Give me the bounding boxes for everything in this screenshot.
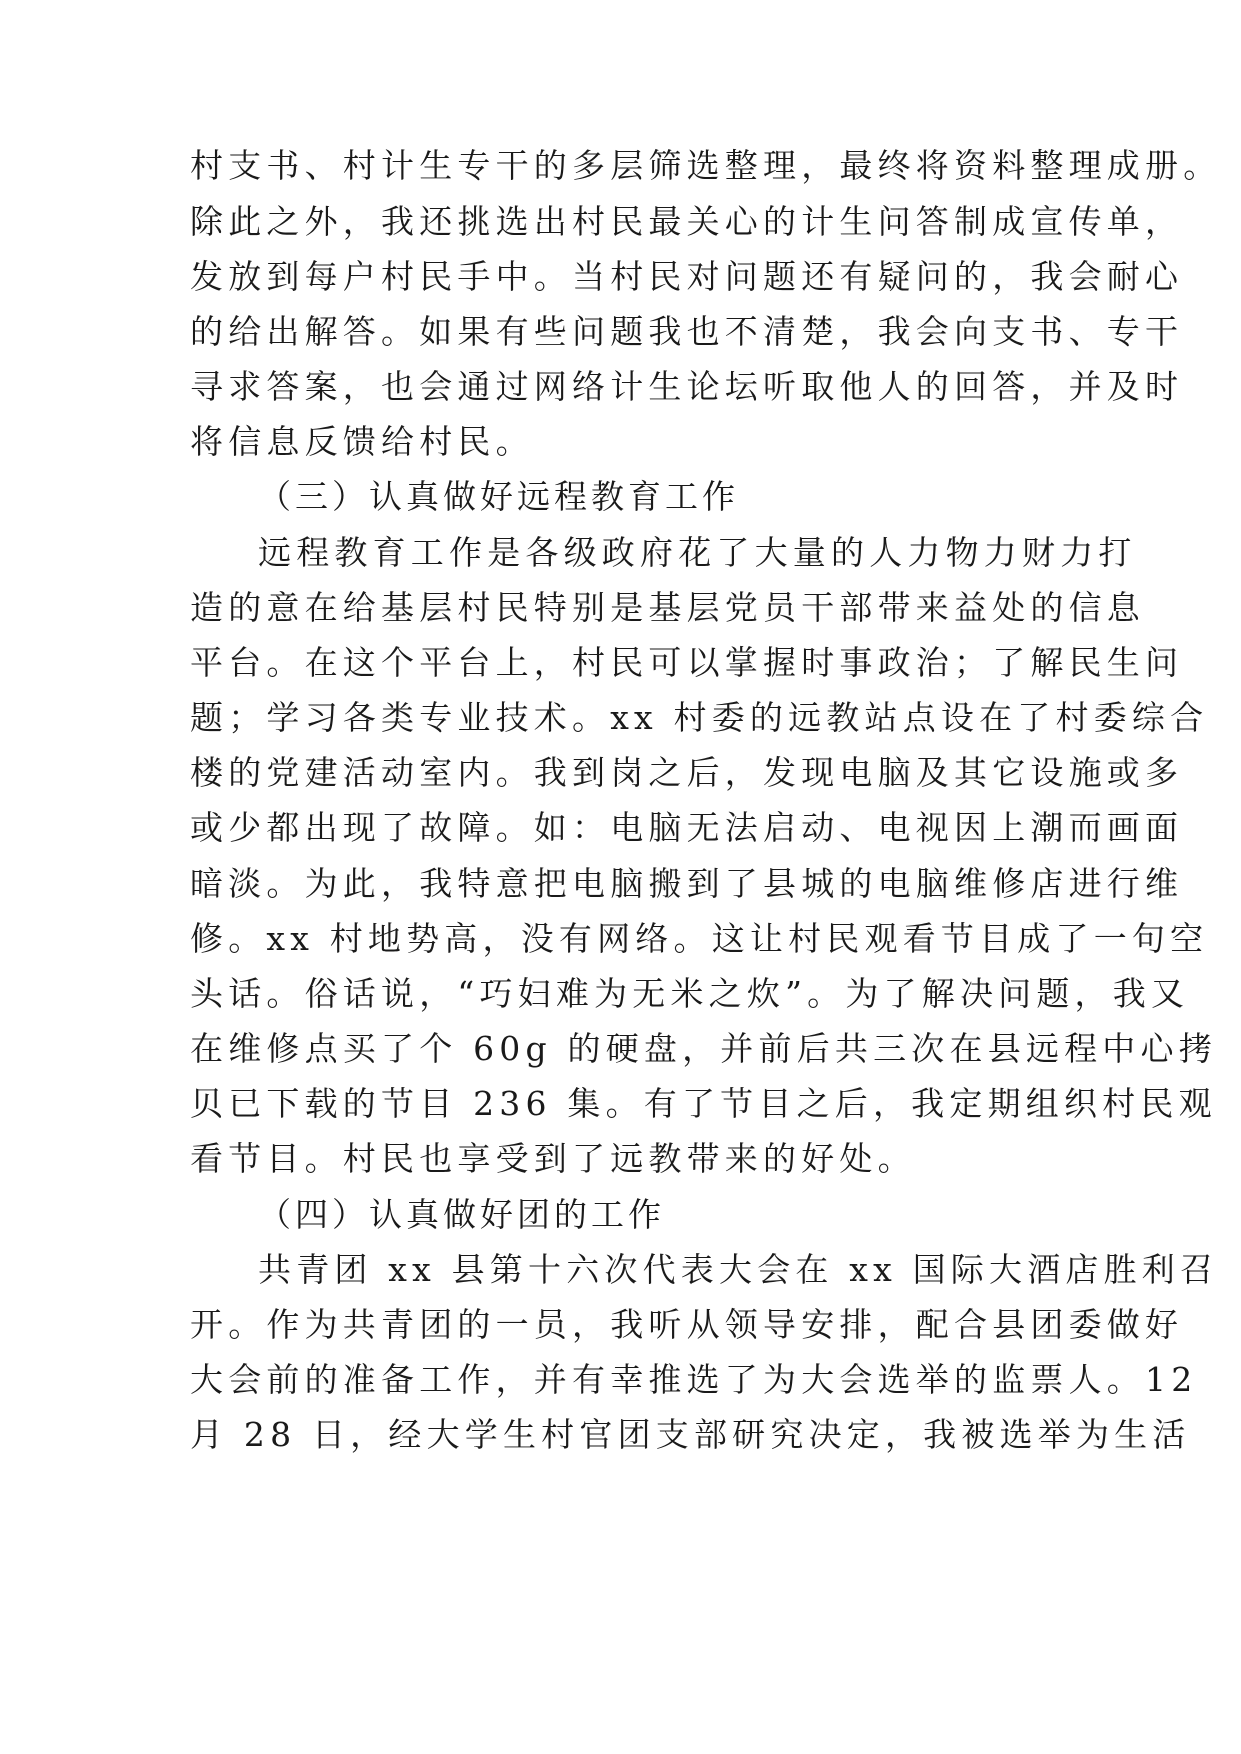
body-line: 平台。在这个平台上，村民可以掌握时事政治；了解民生问: [190, 643, 1184, 682]
body-line: 造的意在给基层村民特别是基层党员干部带来益处的信息: [190, 588, 1145, 627]
body-line: 在维修点买了个 60g 的硬盘，并前后共三次在县远程中心拷: [190, 1029, 1217, 1068]
body-line: 开。作为共青团的一员，我听从领导安排，配合县团委做好: [190, 1305, 1184, 1344]
body-line: 将信息反馈给村民。: [190, 422, 534, 461]
body-line: 楼的党建活动室内。我到岗之后，发现电脑及其它设施或多: [190, 753, 1184, 792]
section-heading: （四）认真做好团的工作: [258, 1195, 665, 1234]
body-line: 修。xx 村地势高，没有网络。这让村民观看节目成了一句空: [190, 919, 1209, 958]
body-line: 村支书、村计生专干的多层筛选整理，最终将资料整理成册。: [190, 146, 1222, 185]
section-heading: （三）认真做好远程教育工作: [258, 477, 739, 516]
paragraph-first-line: 远程教育工作是各级政府花了大量的人力物力财力打: [258, 533, 1137, 572]
body-line: 头话。俗话说，“巧妇难为无米之炊”。为了解决问题，我又: [190, 974, 1190, 1013]
body-line: 除此之外，我还挑选出村民最关心的计生问答制成宣传单，: [190, 202, 1184, 241]
body-line: 或少都出现了故障。如：电脑无法启动、电视因上潮而画面: [190, 808, 1184, 847]
body-line: 暗淡。为此，我特意把电脑搬到了县城的电脑维修店进行维: [190, 864, 1184, 903]
paragraph-first-line: 共青团 xx 县第十六次代表大会在 xx 国际大酒店胜利召: [258, 1250, 1219, 1289]
body-line: 发放到每户村民手中。当村民对问题还有疑问的，我会耐心: [190, 257, 1184, 296]
body-line: 的给出解答。如果有些问题我也不清楚，我会向支书、专干: [190, 312, 1184, 351]
body-line: 看节目。村民也享受到了远教带来的好处。: [190, 1139, 916, 1178]
body-line: 大会前的准备工作，并有幸推选了为大会选举的监票人。12: [190, 1360, 1198, 1399]
body-line: 题；学习各类专业技术。xx 村委的远教站点设在了村委综合: [190, 698, 1209, 737]
body-line: 贝已下载的节目 236 集。有了节目之后，我定期组织村民观: [190, 1084, 1217, 1123]
body-line: 月 28 日，经大学生村官团支部研究决定，我被选举为生活: [190, 1415, 1191, 1454]
body-line: 寻求答案，也会通过网络计生论坛听取他人的回答，并及时: [190, 367, 1184, 406]
